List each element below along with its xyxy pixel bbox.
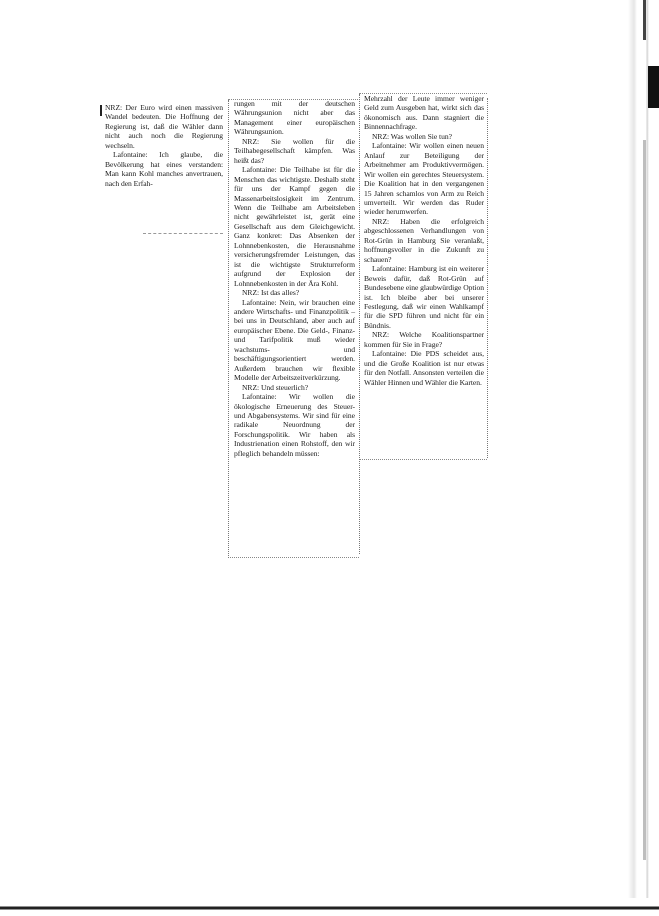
paragraph-answer: Lafontaine: Wir wollen die ökologische Erneuerung des Steuer- und Abgabensystems. Wir sind für eine radikale Neuordnung der Forschungspolitik. Wir haben als Industrienation einen Rohstoff, den wir pfleglich behandeln müssen: [234, 392, 355, 458]
scan-edge-mark [648, 66, 659, 108]
clipping-cut-line [143, 233, 223, 235]
clipping-edge [359, 459, 487, 460]
paragraph-question: NRZ: Sie wollen für die Teilhabegesellschaft kämpfen. Was heißt das? [234, 136, 355, 165]
paragraph-answer: Lafontaine: Hamburg ist ein weiterer Beweis dafür, daß Rot-Grün auf Bundesebene eine glaubwürdige Option ist. Ich bleibe aber bei unserer Festlegung, daß wir einen Wahlkampf für die SPD führen und nicht für ein Bündnis. [364, 264, 484, 330]
paragraph-question: NRZ: Was wollen Sie tun? [372, 131, 452, 141]
paragraph-answer: Lafontaine: Wir wollen einen neuen Anlauf zur Beteiligung der Arbeitnehmer am Produktivvermögen. Wir wollen ein gerechtes Steuersystem. Die Koalition hat in den vergangenen 15 Jahren schamlos von Arm zu Reich umverteilt. Wir werden das Ruder wieder herumwerfen. [364, 141, 484, 217]
article-column-2 [234, 99, 355, 458]
column-rule [228, 100, 229, 558]
paragraph-answer: Lafontaine: Ich glaube, die Bevölkerung hat eines verstanden: Man kann Kohl manches anvertrauen, nach den Erfah- [105, 150, 223, 188]
paragraph-answer: Lafontaine: Die PDS scheidet aus, und die Große Koalition ist nur etwas für den Notfall. Ansonsten verteilen die Wähler Hinnen und Wähler die Karten. [364, 349, 484, 387]
paragraph-question: NRZ: Haben die erfolgreich abgeschlossenen Verhandlungen von Rot-Grün in Hamburg Sie veranlaßt, hoffnungsvoller in die Zukunft zu schauen? [364, 216, 484, 264]
paragraph-continuation: Mehrzahl der Leute immer weniger Geld zum Ausgeben hat, wirkt sich das ökonomisch aus. Dann stagniert die Binnennachfrage. [364, 94, 484, 132]
paragraph-question: NRZ: Und steuerlich? [242, 382, 309, 392]
article-column-3 [364, 94, 484, 387]
paragraph-question: NRZ: Welche Koalitionspartner kommen für Sie in Frage? [364, 330, 484, 349]
article-column-1 [105, 103, 223, 188]
article-start-marker [100, 105, 102, 116]
scan-edge-tick [643, 140, 646, 860]
column-rule [487, 98, 488, 458]
paragraph-answer: Lafontaine: Nein, wir brauchen eine andere Wirtschafts- und Finanzpolitik – bei uns in Deutschland, aber auch auf europäischer Ebene. Die Geld-, Finanz- und Tarifpolitik muß wieder wachstums- und beschäftigungsorientiert werden. Außerdem brauchen wir flexible Modelle der Arbeitszeitverkürzung. [234, 297, 355, 383]
scan-bottom-edge [0, 898, 659, 916]
column-rule [359, 94, 360, 554]
paragraph-question: NRZ: Der Euro wird einen massiven Wandel bedeuten. Die Hoffnung der Regierung ist, daß die Wähler dann nicht auch noch die Regierung wechseln. [105, 103, 223, 150]
paragraph-question: NRZ: Ist das alles? [242, 288, 300, 298]
paragraph-answer: Lafontaine: Die Teilhabe ist für die Menschen das wichtigste. Deshalb steht für uns der Kampf gegen die Massenarbeitslosigkeit im Zentrum. Wenn die Teilhabe am Arbeitsleben nicht gewährleistet ist, gerät eine Gesellschaft aus dem Gleichgewicht. Ganz konkret: Das Absenken der Lohnnebenkosten, die Herausnahme versicherungsfremder Leistungen, das ist die wichtigste Strukturreform aufgrund der Explosion der Lohnnebenkosten in der Ära Kohl. [234, 165, 355, 288]
clipping-edge [228, 557, 359, 558]
scan-edge-tick [643, 0, 646, 40]
paragraph-continuation: rungen mit der deutschen Währungsunion nicht aber das Management einer europäischen Währungsunion. [234, 99, 355, 137]
